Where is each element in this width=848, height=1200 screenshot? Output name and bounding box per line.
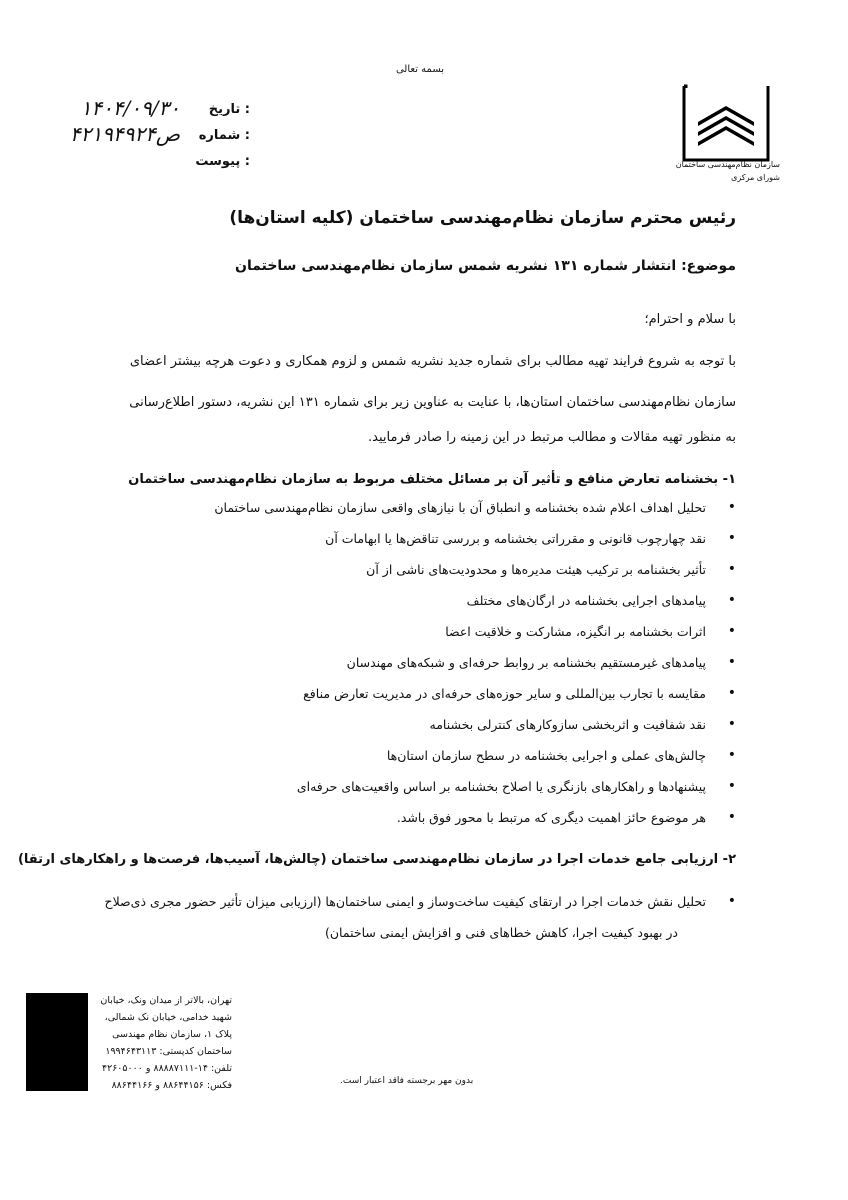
list-item: مقایسه با تجارب بین‌المللی و سایر حوزه‌های حرفه‌ای در مدیریت تعارض منافع • (303, 686, 706, 701)
address-line: پلاک ۱، سازمان نظام مهندسی (112, 1029, 232, 1040)
recipient-line: رئیس محترم سازمان نظام‌مهندسی ساختمان (کلیه استان‌ها) (229, 208, 736, 228)
list-item: چالش‌های عملی و اجرایی بخشنامه در سطح سازمان استان‌ها • (387, 748, 706, 763)
intro-line: به منظور تهیه مقالات و مطالب مرتبط در این زمینه را صادر فرمایید. (368, 430, 736, 445)
address-line: ساختمان کدپستی: ۱۹۹۴۶۴۳۱۱۳ (105, 1046, 232, 1057)
list-item: تحلیل اهداف اعلام شده بخشنامه و انطباق آن با نیازهای واقعی سازمان نظام‌مهندسی ساختمان • (214, 500, 706, 515)
number-value: ۴۲۱۹۴۹۲۴ص (69, 122, 180, 146)
organization-logo (680, 82, 772, 164)
number-label: شماره : (198, 128, 250, 143)
org-name: سازمان نظام‌مهندسی ساختمان (675, 160, 780, 169)
list-item: پیشنهادها و راهکارهای بازنگری یا اصلاح بخشنامه بر اساس واقعیت‌های حرفه‌ای • (297, 779, 706, 794)
section-1-title: ۱- بخشنامه تعارض منافع و تأثیر آن بر مسائل مختلف مربوط به سازمان نظام‌مهندسی ساختمان (128, 472, 736, 487)
list-item: تحلیل نقش خدمات اجرا در ارتقای کیفیت ساخت‌وساز و ایمنی ساختمان‌ها (ارزیابی میزان تأثیر حضور مجری ذی‌صلاح • (105, 894, 706, 909)
footer-black-block (26, 993, 88, 1091)
subject-line: موضوع: انتشار شماره ۱۳۱ نشریه شمس سازمان نظام‌مهندسی ساختمان (235, 258, 736, 274)
list-item: پیامدهای اجرایی بخشنامه در ارگان‌های مختلف • (467, 593, 706, 608)
address-line: تلفن: ۱۴-۸۸۸۸۷۱۱۱ و ۴۲۶۰۵۰۰۰ (102, 1063, 232, 1074)
date-value: ۱۴۰۴/۰۹/۳۰ (80, 96, 180, 120)
list-item: هر موضوع حائز اهمیت دیگری که مرتبط با محور فوق باشد. • (397, 810, 706, 825)
intro-line: با توجه به شروع فرایند تهیه مطالب برای شماره جدید نشریه شمس و لزوم همکاری و دعوت هرچه بیشتر اعضای (129, 354, 736, 369)
attachment-label: پیوست : (195, 154, 250, 169)
list-item-continuation: در بهبود کیفیت اجرا، کاهش خطاهای فنی و افزایش ایمنی ساختمان) (324, 925, 678, 940)
invocation-heading: بسمه تعالی (395, 64, 445, 75)
section-2-title: ۲- ارزیابی جامع خدمات اجرا در سازمان نظام‌مهندسی ساختمان (چالش‌ها، آسیب‌ها، فرصت‌ها و راهکارهای ارتقا) (17, 852, 736, 867)
intro-line: سازمان نظام‌مهندسی ساختمان استان‌ها، با عنایت به عناوین زیر برای شماره ۱۳۱ این نشریه، دستور اطلاع‌رسانی (129, 395, 736, 410)
stamp-validity-note: بدون مهر برجسته فاقد اعتبار است. (340, 1076, 474, 1086)
list-item: نقد چهارچوب قانونی و مقرراتی بخشنامه و بررسی تناقض‌ها یا ابهامات آن • (325, 531, 706, 546)
org-council: شورای مرکزی (731, 173, 780, 182)
address-line: فکس: ۸۸۶۴۴۱۵۶ و ۸۸۶۴۴۱۶۶ (111, 1080, 232, 1091)
greeting: با سلام و احترام؛ (644, 312, 736, 327)
address-line: شهید خدامی، خیابان نک شمالی، (104, 1012, 232, 1023)
list-item: تأثیر بخشنامه بر ترکیب هیئت مدیره‌ها و محدودیت‌های ناشی از آن • (366, 562, 706, 577)
date-label: تاریخ : (208, 102, 250, 117)
address-line: تهران، بالاتر از میدان ونک، خیابان (100, 995, 232, 1006)
list-item: اثرات بخشنامه بر انگیزه، مشارکت و خلاقیت اعضا • (445, 624, 706, 639)
list-item: نقد شفافیت و اثربخشی سازوکارهای کنترلی بخشنامه • (430, 717, 706, 732)
list-item: پیامدهای غیرمستقیم بخشنامه بر روابط حرفه‌ای و شبکه‌های مهندسان • (347, 655, 706, 670)
